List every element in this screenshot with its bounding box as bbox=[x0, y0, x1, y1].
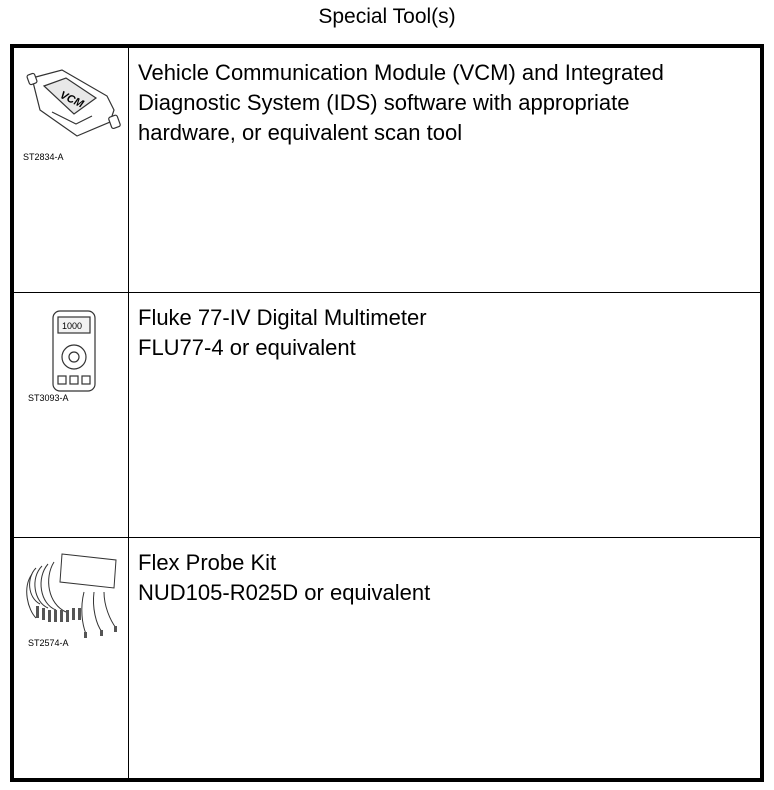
tool-row bbox=[14, 292, 760, 538]
tool-row bbox=[14, 537, 760, 779]
meter-display: 1000 bbox=[62, 321, 83, 331]
tool-description bbox=[138, 548, 753, 608]
tool-image-cell bbox=[14, 538, 129, 779]
description-line: Fluke 77-IV Digital Multimeter bbox=[138, 305, 427, 330]
vcm-label: VCM bbox=[57, 89, 86, 111]
tool-image-cell bbox=[14, 48, 129, 293]
tool-code: ST2834-A bbox=[23, 152, 64, 162]
tool-code: ST3093-A bbox=[28, 393, 69, 403]
probe-kit-icon bbox=[22, 548, 122, 638]
tool-row bbox=[14, 48, 760, 293]
description-line: hardware, or equivalent scan tool bbox=[138, 120, 463, 145]
description-line: Diagnostic System (IDS) software with appropriate bbox=[138, 90, 630, 115]
special-tools-table bbox=[10, 44, 764, 782]
description-line: NUD105-R025D or equivalent bbox=[138, 580, 431, 605]
tool-code: ST2574-A bbox=[28, 638, 69, 648]
vcm-module-icon bbox=[22, 66, 122, 146]
page-title: Special Tool(s) bbox=[318, 5, 456, 28]
tool-image-cell bbox=[14, 293, 129, 538]
description-line: FLU77-4 or equivalent bbox=[138, 335, 356, 360]
tool-description bbox=[138, 58, 753, 148]
description-line: Flex Probe Kit bbox=[138, 550, 277, 575]
multimeter-icon bbox=[50, 309, 100, 393]
description-line: Vehicle Communication Module (VCM) and Integrated bbox=[138, 60, 664, 85]
tool-description bbox=[138, 303, 753, 363]
